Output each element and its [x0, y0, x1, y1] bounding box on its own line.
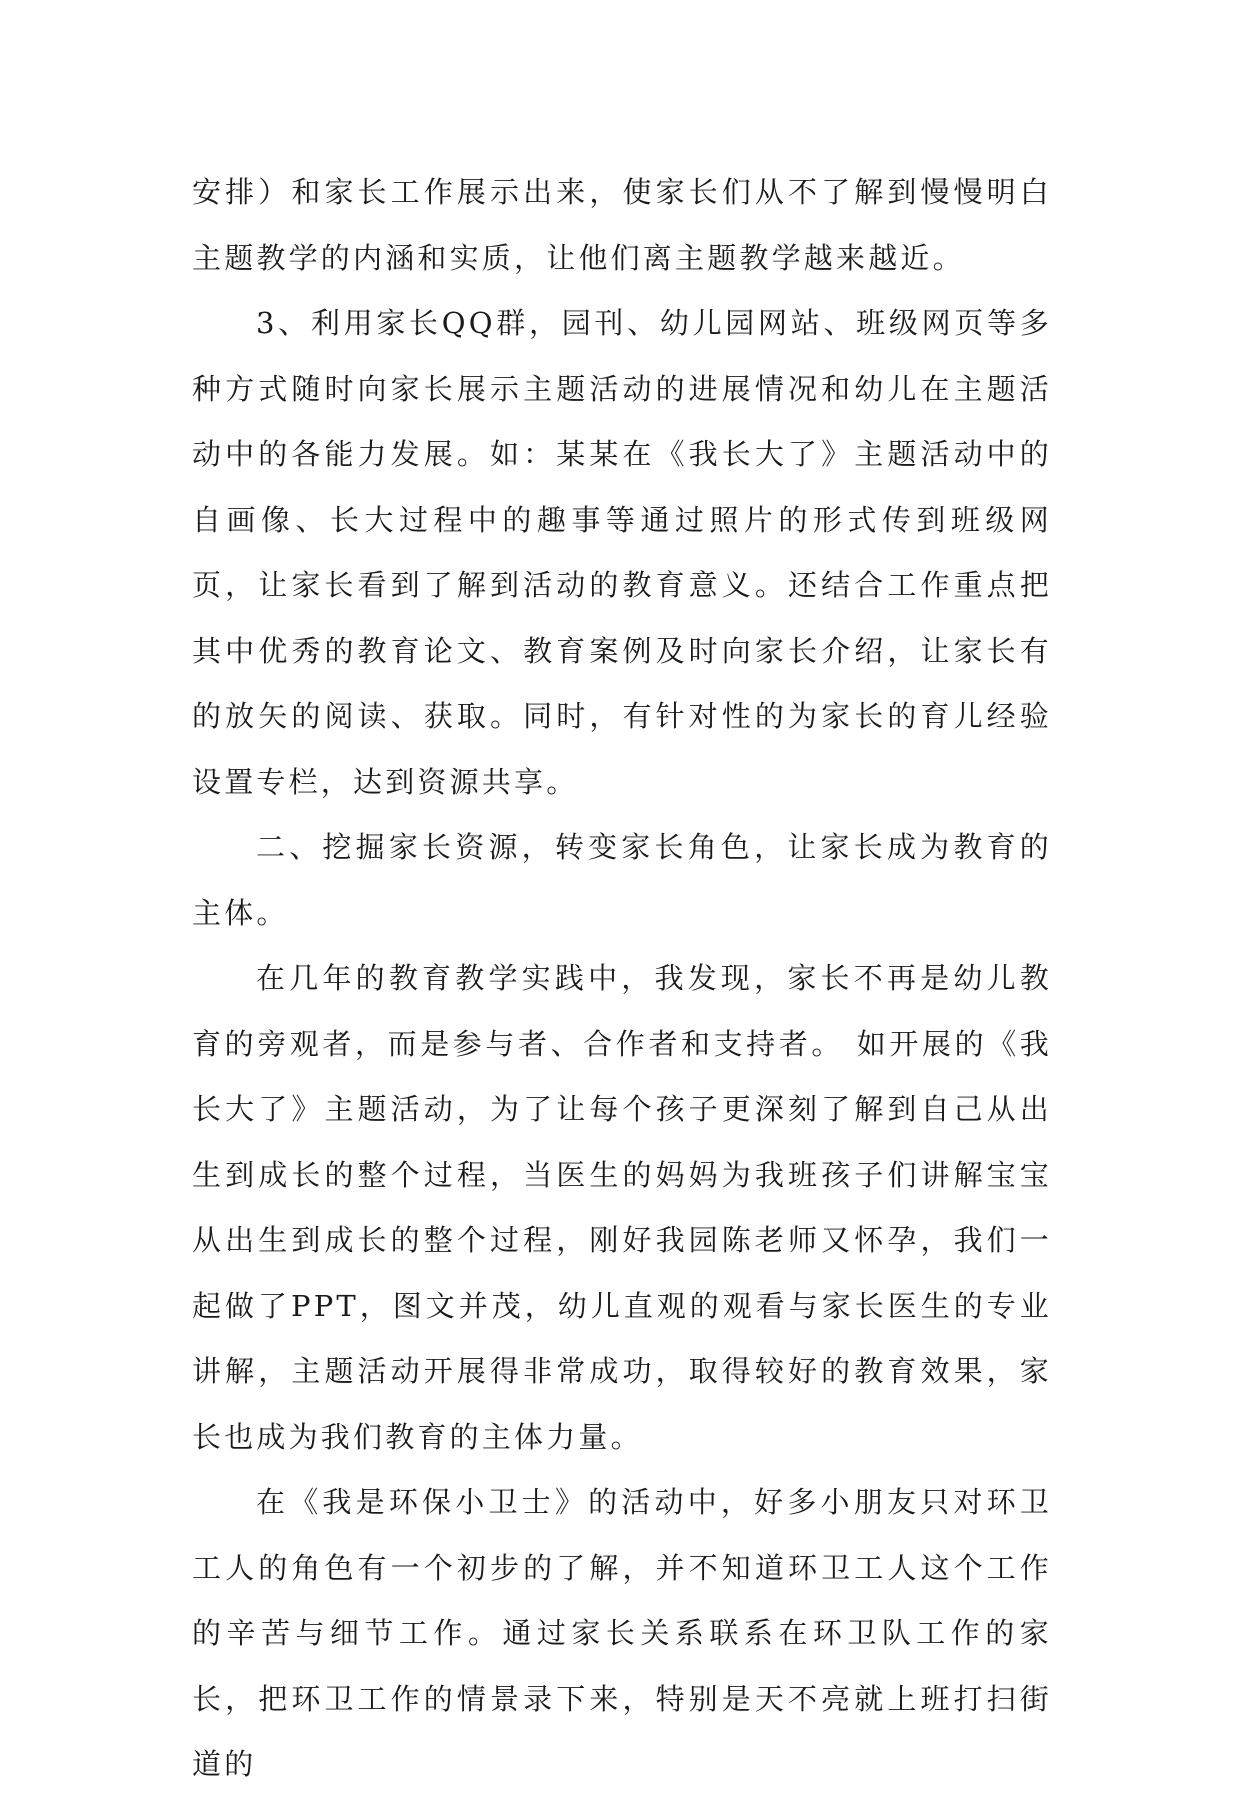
paragraph-continuation: 安排）和家长工作展示出来，使家长们从不了解到慢慢明白主题教学的内涵和实质，让他们离主题教学越来越近。 [192, 175, 1052, 275]
paragraph-environment: 在《我是环保小卫士》的活动中，好多小朋友只对环卫工人的角色有一个初步的了解，并不知道环卫工人这个工作的辛苦与细节工作。通过家长关系联系在环卫队工作的家长，把环卫工作的情景录下来，特别是天不亮就上班打扫街道的 [192, 1485, 1052, 1781]
paragraph-item-3: 3、利用家长QQ群，园刊、幼儿园网站、班级网页等多种方式随时向家长展示主题活动的进展情况和幼儿在主题活动中的各能力发展。如：某某在《我长大了》主题活动中的自画像、长大过程中的趣事等通过照片的形式传到班级网页，让家长看到了解到活动的教育意义。还结合工作重点把其中优秀的教育论文、教育案例及时向家长介绍，让家长有的放矢的阅读、获取。同时，有针对性的为家长的育儿经验设置专栏，达到资源共享。 [192, 306, 1052, 799]
section-heading-2: 二、挖掘家长资源，转变家长角色，让家长成为教育的主体。 [192, 830, 1052, 930]
document-body [192, 160, 1052, 1798]
paragraph-practice: 在几年的教育教学实践中，我发现，家长不再是幼儿教育的旁观者，而是参与者、合作者和支持者。 如开展的《我长大了》主题活动，为了让每个孩子更深刻了解到自己从出生到成长的整个过程，当医生的妈妈为我班孩子们讲解宝宝从出生到成长的整个过程，刚好我园陈老师又怀孕，我们一起做了PPT，图文并茂，幼儿直观的观看与家长医生的专业讲解，主题活动开展得非常成功，取得较好的教育效果，家长也成为我们教育的主体力量。 [192, 961, 1052, 1454]
